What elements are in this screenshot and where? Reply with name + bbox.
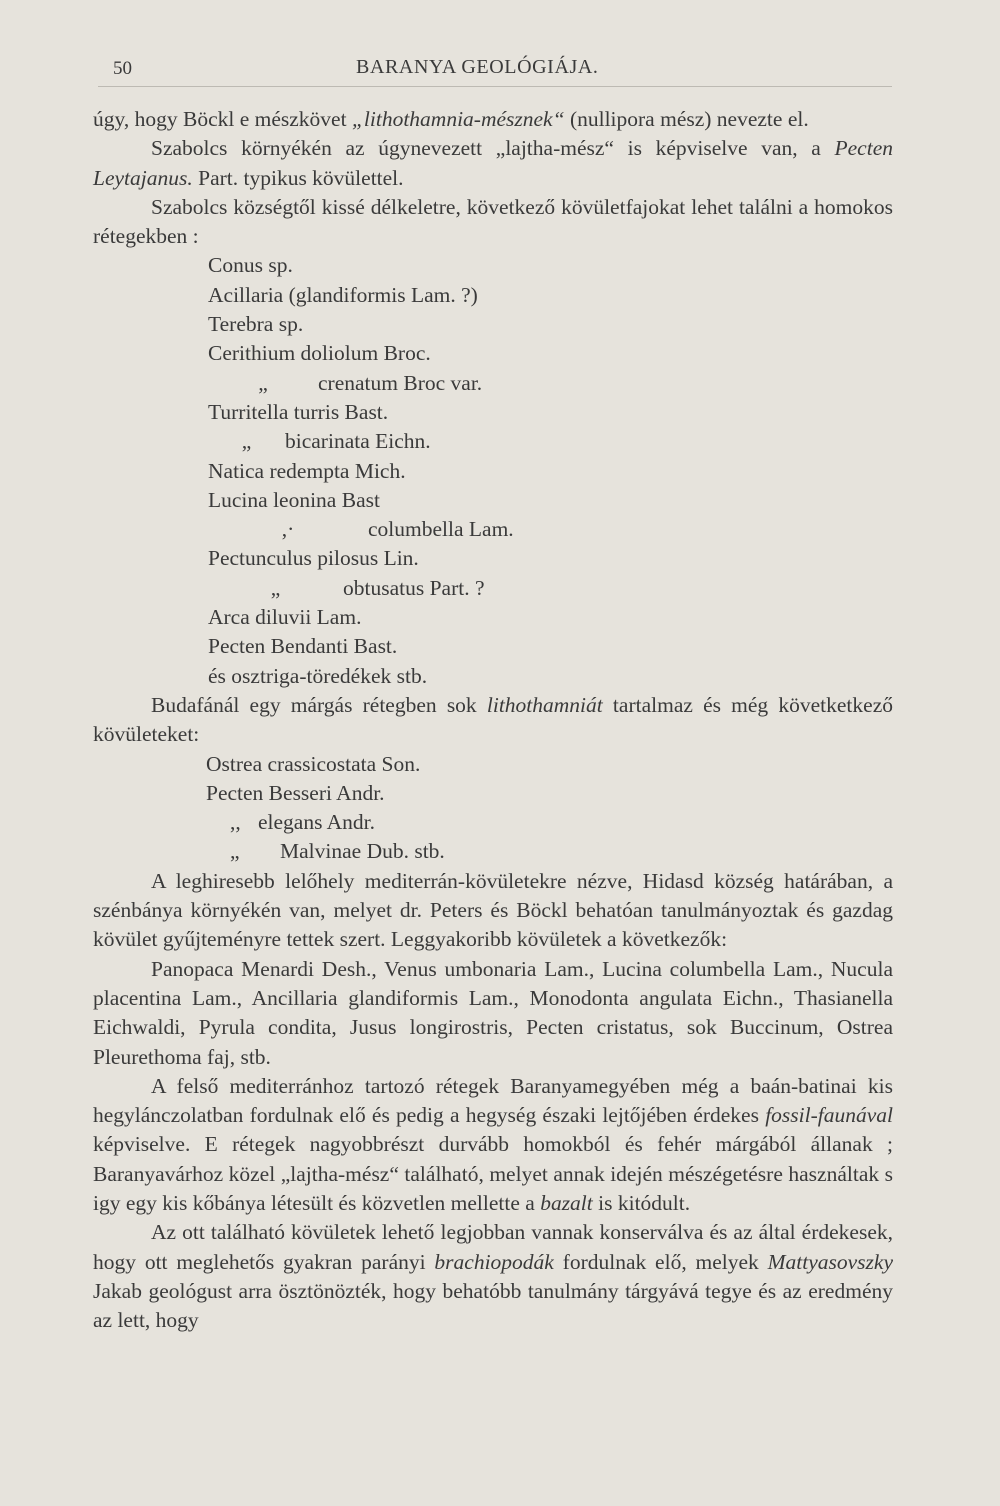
list-item (208, 369, 893, 398)
p8-text-c: Jakab geológust arra ösztönözték, hogy behatóbb tanulmány tárgyává tegye és az eredmény az lett, hogy (93, 1278, 893, 1333)
ditto-mark: ,, (230, 810, 241, 835)
fossil-list-szabolcs (93, 251, 893, 690)
page-body (93, 105, 893, 1335)
p8-italic-1: brachiopodák (434, 1249, 554, 1274)
p4-italic: lithothamniát (486, 692, 603, 717)
list-item (208, 603, 893, 632)
species-name: Cerithium doliolum Broc. (208, 341, 431, 366)
p7-italic-2: bazalt (540, 1190, 593, 1215)
list-item (208, 251, 893, 280)
species-name: elegans Andr. (258, 810, 376, 835)
species-name: columbella Lam. (368, 517, 514, 542)
paragraph-3: Szabolcs községtől kissé délkeletre, következő kövületfajokat lehet találni a homokos rétegekben : (93, 194, 893, 249)
list-item (208, 515, 893, 544)
paragraph-5: A leghiresebb lelőhely mediterrán-kövületekre nézve, Hidasd község határában, a szénbánya környékén van, melyet dr. Peters és Böckl behatóan tanulmányoztak és gazdag kövület gyűjteményre tettek szert. Leggyakoribb kövületek a következők: (93, 868, 893, 952)
species-name: crenatum Broc var. (318, 370, 483, 395)
list-item (208, 662, 893, 691)
p2-text-b: Part. typikus kövülettel. (192, 165, 404, 190)
p7-text-b: képviselve. E rétegek nagyobbrészt durvább homokból és fehér márgából állanak ; Baranyavárhoz közel „lajtha-mész“ található, melyet annak idején mészégetésre használtak s igy egy kis kőbánya létesült és közvetlen mellette a (93, 1132, 893, 1215)
p8-italic-2: Mattyasovszky (767, 1249, 894, 1274)
p4-text-b: tartalmaz és még követketkező kövületeket: (93, 692, 893, 747)
paragraph-6: Panopaca Menardi Desh., Venus umbonaria Lam., Lucina columbella Lam., Nucula placentina Lam., Ancillaria glandiformis Lam., Monodonta angulata Eichn., Thasianella Eichwaldi, Pyrula condita, Jusus longirostris, Pecten cristatus, sok Buccinum, Ostrea Pleurethoma faj, stb. (93, 956, 893, 1069)
species-name: Turritella turris Bast. (208, 399, 389, 424)
species-name: Pecten Besseri Andr. (206, 780, 385, 805)
ditto-mark: „ (230, 839, 240, 864)
species-name: Natica redempta Mich. (208, 458, 406, 483)
p1-text-a: úgy, hogy Böckl e mészkövet (93, 107, 352, 131)
paragraph-2 (93, 134, 893, 193)
species-name: Terebra sp. (208, 312, 304, 337)
p4-text-a: Budafánál egy márgás rétegben sok (151, 692, 487, 717)
list-item (208, 281, 893, 310)
list-item (206, 837, 893, 866)
list-item (206, 808, 893, 837)
ditto-mark: ,· (281, 517, 295, 542)
header-rule (98, 86, 892, 87)
p1-italic: „lithothamnia-mésznek“ (351, 107, 565, 131)
species-name: Conus sp. (208, 253, 293, 278)
list-item (208, 398, 893, 427)
list-item (208, 632, 893, 661)
p2-italic: Pecten Leytajanus. (93, 136, 893, 190)
list-item (208, 427, 893, 456)
ditto-mark: „ (258, 370, 268, 395)
species-name: és osztriga-töredékek stb. (208, 663, 428, 688)
paragraph-4 (93, 691, 893, 750)
list-item (208, 310, 893, 339)
paragraph-1 (93, 105, 893, 134)
list-item (206, 779, 893, 808)
paragraph-8 (93, 1218, 893, 1335)
list-item (208, 339, 893, 368)
running-title: BARANYA GEOLÓGIÁJA. (356, 56, 599, 78)
p7-italic-1: fossil-faunával (765, 1103, 893, 1128)
list-item (208, 574, 893, 603)
page-number: 50 (113, 58, 132, 79)
p1-text-b: (nullipora mész) nevezte el. (564, 107, 809, 131)
p2-text-a: Szabolcs környékén az úgynevezett „lajtha-mész“ is képviselve van, a (151, 136, 835, 161)
species-name: bicarinata Eichn. (285, 429, 431, 454)
species-name: Pecten Bendanti Bast. (208, 634, 398, 659)
list-item (206, 750, 893, 779)
ditto-mark: „ (270, 575, 281, 600)
paragraph-7 (93, 1072, 893, 1218)
fossil-list-budafa (93, 750, 893, 867)
species-name: Arca diluvii Lam. (208, 605, 362, 630)
list-item (208, 486, 893, 515)
species-name: Lucina leonina Bast (208, 487, 380, 512)
species-name: obtusatus Part. ? (343, 575, 485, 600)
species-name: Pectunculus pilosus Lin. (208, 546, 419, 571)
p7-text-c: is kitódult. (592, 1190, 691, 1215)
species-name: Acillaria (glandiformis Lam. ?) (208, 282, 478, 307)
list-item (208, 544, 893, 573)
list-item (208, 457, 893, 486)
p8-text-b: fordulnak elő, melyek (553, 1249, 768, 1274)
species-name: Malvinae Dub. stb. (280, 839, 445, 864)
p7-text-a: A felső mediterránhoz tartozó rétegek Baranyamegyében még a baán-batinai kis hegylánczolatban fordulnak elő és pedig a hegység északi lejtőjében érdekes (93, 1073, 893, 1128)
p8-text-a: Az ott található kövületek lehető legjobban vannak konserválva és az által érdekesek, hogy ott meglehetős gyakran parányi (93, 1220, 893, 1274)
species-name: Ostrea crassicostata Son. (206, 751, 421, 776)
ditto-mark: „ (241, 429, 252, 454)
running-header (0, 52, 1000, 86)
